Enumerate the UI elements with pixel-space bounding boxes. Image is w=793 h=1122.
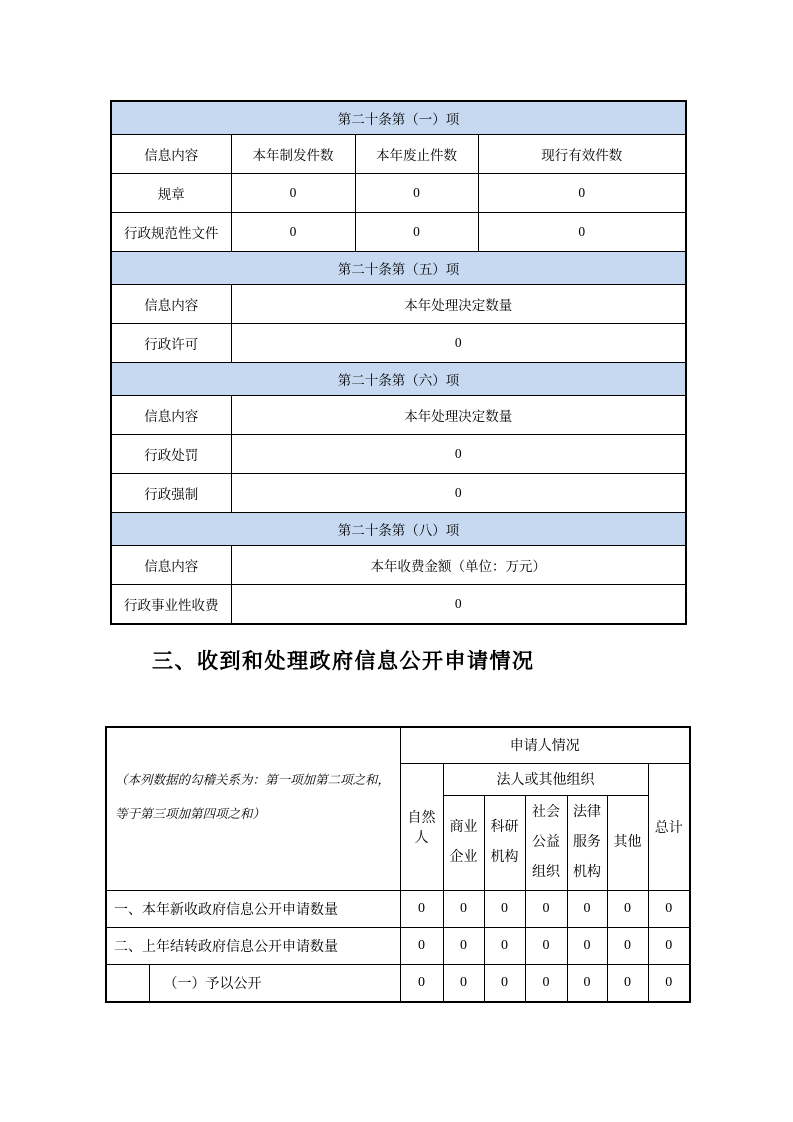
col-header-repealed: 本年废止件数 [355, 135, 478, 174]
cell-value: 0 [231, 324, 686, 363]
cell-value: 0 [648, 890, 690, 927]
applicant-header-row [106, 727, 690, 763]
reconciliation-note: （本列数据的勾稽关系为：第一项加第二项之和，等于第三项加第四项之和） [106, 727, 400, 890]
cell-value: 0 [525, 890, 567, 927]
cell-value: 0 [607, 927, 648, 964]
cell-value: 0 [231, 174, 355, 213]
col-header-natural-person: 自然人 [400, 763, 443, 890]
section-header-row [111, 101, 686, 135]
section-header-row [111, 252, 686, 285]
col-header-decisions: 本年处理决定数量 [231, 396, 686, 435]
table-row-carryover-applications [106, 927, 690, 964]
column-header-row [111, 396, 686, 435]
table-row [111, 474, 686, 513]
row-label-normative-docs: 行政规范性文件 [111, 213, 231, 252]
section-title: 三、收到和处理政府信息公开申请情况 [152, 650, 535, 673]
row-label-new-applications: 一、本年新收政府信息公开申请数量 [106, 890, 400, 927]
cell-value: 0 [231, 435, 686, 474]
cell-value: 0 [355, 174, 478, 213]
cell-value: 0 [525, 964, 567, 1002]
cell-value: 0 [400, 927, 443, 964]
col-header-social-welfare-org: 社会公益组织 [525, 795, 567, 890]
cell-value: 0 [355, 213, 478, 252]
col-header-research-institution: 科研机构 [484, 795, 525, 890]
column-header-row [111, 546, 686, 585]
cell-value: 0 [567, 927, 607, 964]
col-header-commercial-enterprise: 商业企业 [443, 795, 484, 890]
section-header-item1: 第二十条第（一）项 [111, 101, 686, 135]
section-header-item8: 第二十条第（八）项 [111, 513, 686, 546]
col-header-decisions: 本年处理决定数量 [231, 285, 686, 324]
cell-value: 0 [443, 890, 484, 927]
cell-value: 0 [607, 964, 648, 1002]
table-row [111, 324, 686, 363]
cell-value: 0 [648, 964, 690, 1002]
cell-value: 0 [478, 174, 686, 213]
column-header-row [111, 135, 686, 174]
cell-value: 0 [484, 890, 525, 927]
row-label-admin-coercion: 行政强制 [111, 474, 231, 513]
cell-value: 0 [231, 474, 686, 513]
column-header-row [111, 285, 686, 324]
col-header-info-content: 信息内容 [111, 285, 231, 324]
table-row [111, 174, 686, 213]
col-header-issued: 本年制发件数 [231, 135, 355, 174]
cell-value: 0 [648, 927, 690, 964]
cell-value: 0 [484, 964, 525, 1002]
article20-table [110, 100, 687, 625]
section-header-item5: 第二十条第（五）项 [111, 252, 686, 285]
col-header-fees: 本年收费金额（单位：万元） [231, 546, 686, 585]
cell-value: 0 [231, 585, 686, 625]
table-row [111, 435, 686, 474]
col-header-total: 总计 [648, 763, 690, 890]
row-label-admin-penalty: 行政处罚 [111, 435, 231, 474]
col-header-legal-service-org: 法律服务机构 [567, 795, 607, 890]
col-header-info-content: 信息内容 [111, 546, 231, 585]
cell-value: 0 [400, 964, 443, 1002]
table-row-new-applications [106, 890, 690, 927]
row-label-carryover-applications: 二、上年结转政府信息公开申请数量 [106, 927, 400, 964]
row-label-rules: 规章 [111, 174, 231, 213]
section-header-row [111, 513, 686, 546]
cell-value: 0 [443, 964, 484, 1002]
cell-value: 0 [478, 213, 686, 252]
cell-value: 0 [231, 213, 355, 252]
table-row [111, 213, 686, 252]
col-header-info-content: 信息内容 [111, 396, 231, 435]
col-header-effective: 现行有效件数 [478, 135, 686, 174]
table-row-granted-disclosure [106, 964, 690, 1002]
row-label-admin-license: 行政许可 [111, 324, 231, 363]
cell-value: 0 [567, 964, 607, 1002]
cell-value: 0 [607, 890, 648, 927]
cell-value: 0 [484, 927, 525, 964]
table-row [111, 585, 686, 625]
indent-cell [106, 964, 149, 1002]
cell-value: 0 [525, 927, 567, 964]
row-label-granted-disclosure: （一）予以公开 [149, 964, 400, 1002]
section-header-row [111, 363, 686, 396]
application-table [105, 726, 691, 1003]
legal-group-header: 法人或其他组织 [443, 763, 648, 795]
cell-value: 0 [567, 890, 607, 927]
col-header-info-content: 信息内容 [111, 135, 231, 174]
applicant-situation-header: 申请人情况 [400, 727, 690, 763]
col-header-other: 其他 [607, 795, 648, 890]
section-header-item6: 第二十条第（六）项 [111, 363, 686, 396]
cell-value: 0 [400, 890, 443, 927]
cell-value: 0 [443, 927, 484, 964]
row-label-admin-fees: 行政事业性收费 [111, 585, 231, 625]
